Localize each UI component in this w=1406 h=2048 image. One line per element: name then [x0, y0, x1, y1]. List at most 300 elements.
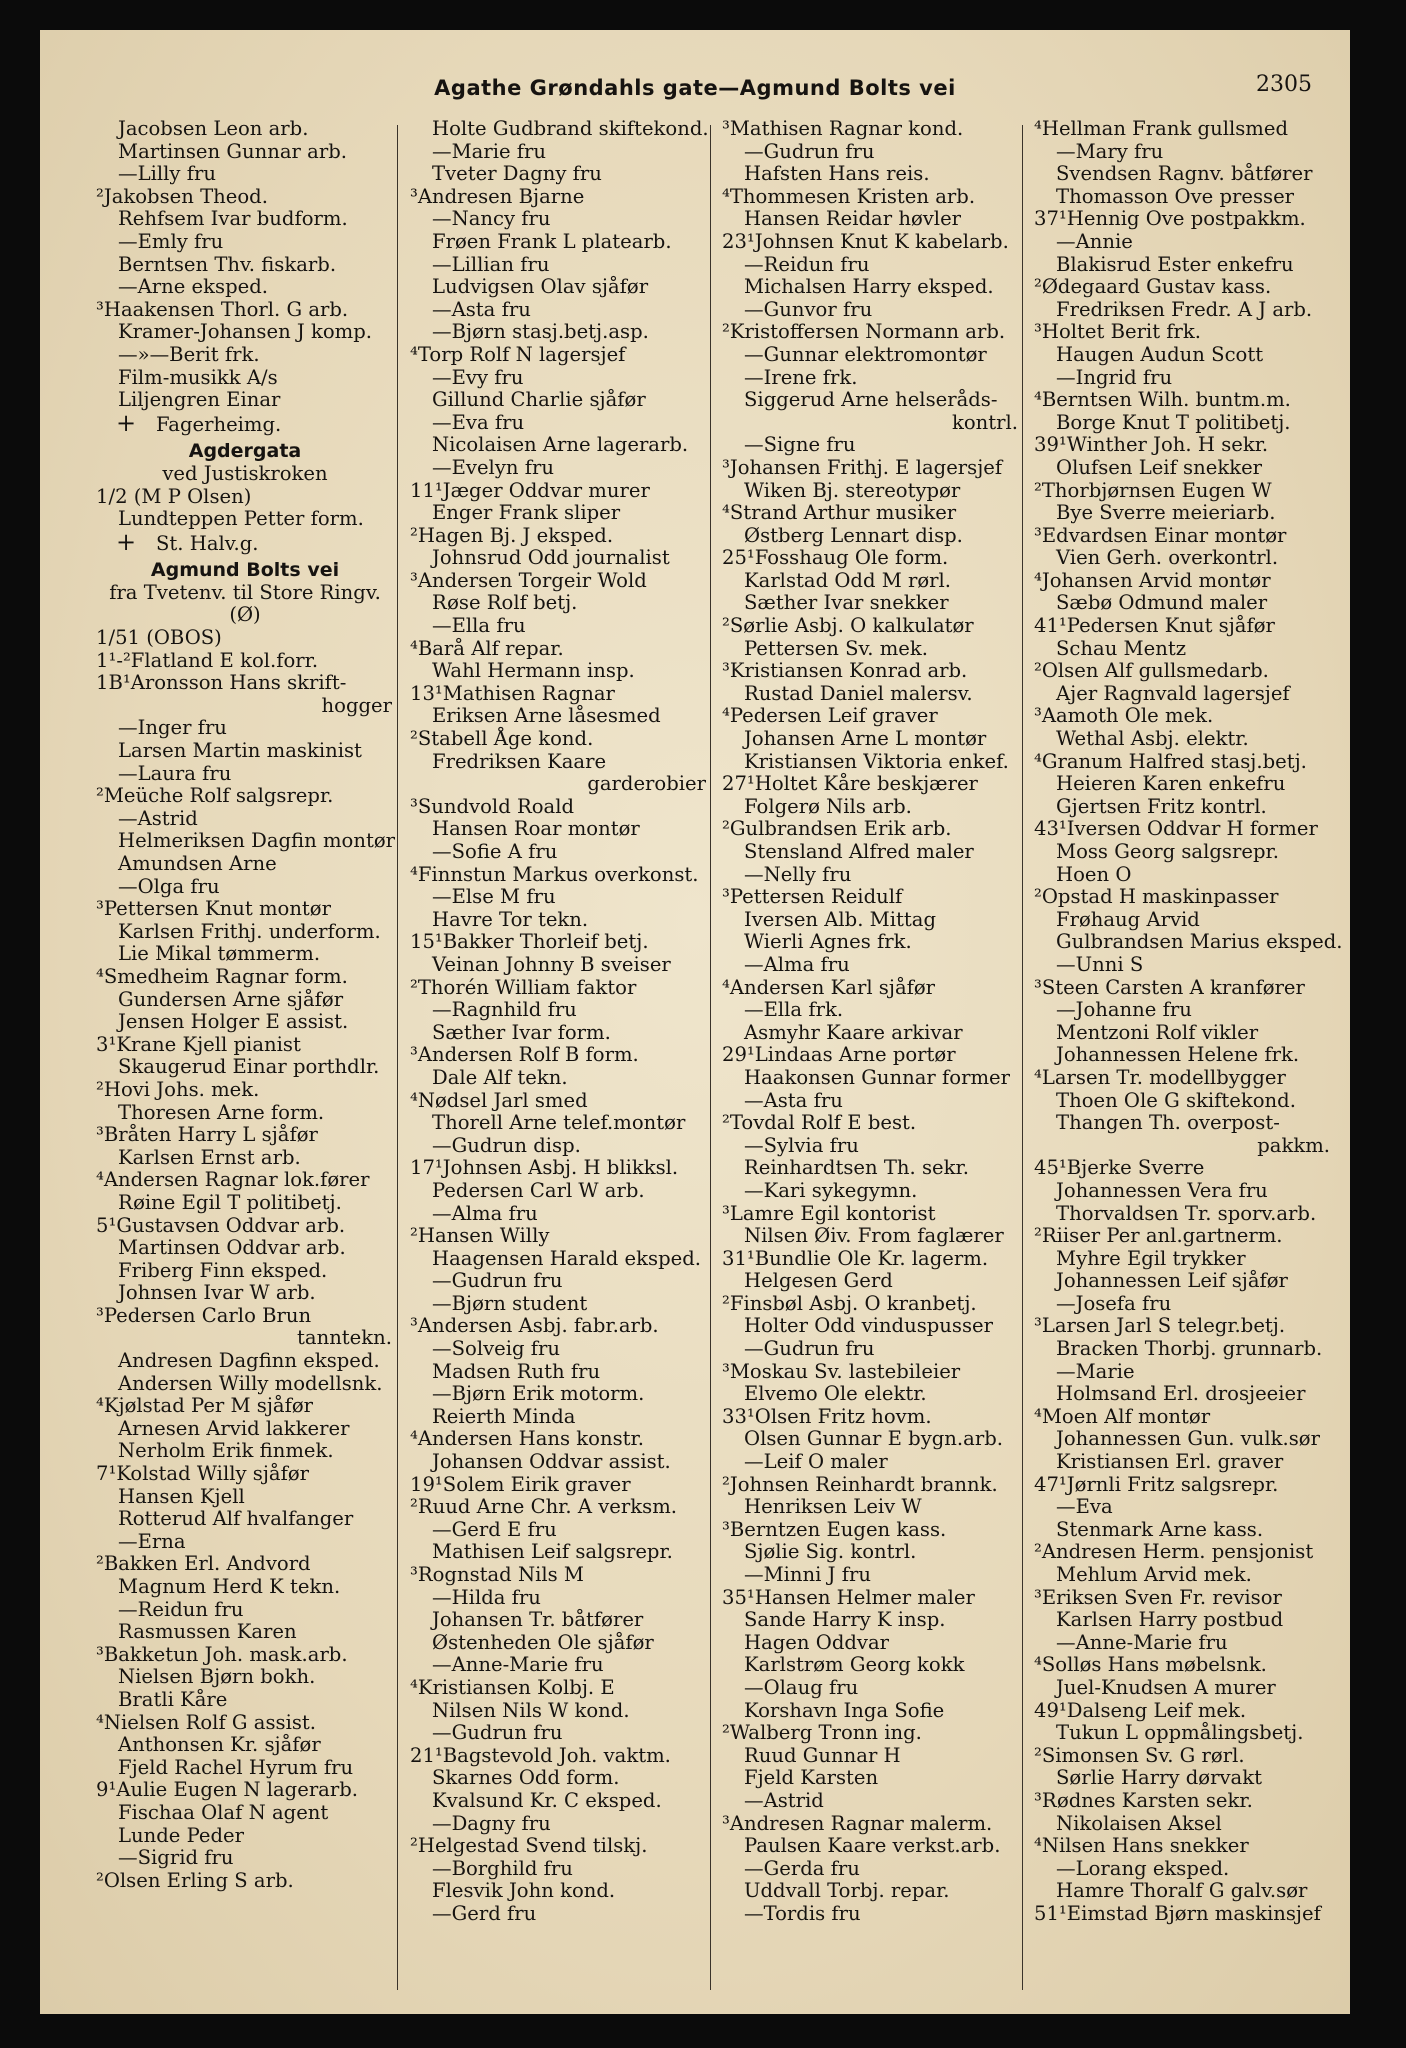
- entry-text: ⁴Barå Alf repar.: [410, 636, 564, 660]
- resident-entry: [410, 208, 708, 231]
- resident-entry: [1034, 457, 1332, 480]
- entry-text: Skaugerud Einar porthdlr.: [118, 1055, 380, 1079]
- entry-text: ²Gulbrandsen Erik arb.: [722, 817, 952, 841]
- house-entry: [96, 1395, 394, 1418]
- entry-text: fra Tvetenv. til Store Ringv.: [109, 580, 381, 604]
- resident-entry: [722, 592, 1020, 615]
- house-entry: [722, 1406, 1020, 1429]
- entry-text: Lunde Peder: [118, 1823, 245, 1847]
- house-entry: [96, 1779, 394, 1802]
- cross-street-marker: +: [115, 408, 137, 437]
- resident-entry: [96, 740, 394, 763]
- entry-text: Pedersen Carl W arb.: [432, 1178, 645, 1202]
- street-note: [96, 604, 394, 627]
- entry-text: —Gudrun fru: [432, 1269, 563, 1293]
- cross-street: [96, 408, 394, 437]
- resident-entry: [96, 1282, 394, 1305]
- entry-text: —Gunnar elektromontør: [744, 342, 987, 366]
- resident-entry: [1034, 954, 1332, 977]
- entry-text: garderobier: [587, 772, 706, 796]
- resident-entry: [96, 1373, 394, 1396]
- house-entry: [96, 627, 394, 650]
- resident-entry: [96, 1011, 394, 1034]
- entry-text: —Bjørn stasj.betj.asp.: [432, 320, 649, 344]
- entry-text: ²Sørlie Asbj. O kalkulatør: [722, 614, 974, 638]
- entry-text: Thoresen Arne form.: [118, 1100, 325, 1124]
- entry-text: Havre Tor tekn.: [432, 907, 589, 931]
- entry-continuation: [410, 773, 708, 796]
- house-entry: [722, 660, 1020, 683]
- entry-text: hogger: [321, 693, 392, 717]
- resident-entry: [722, 299, 1020, 322]
- resident-entry: [410, 389, 708, 412]
- resident-entry: [96, 808, 394, 831]
- resident-entry: [410, 412, 708, 435]
- resident-entry: [722, 1315, 1020, 1338]
- entry-text: 5¹Gustavsen Oddvar arb.: [96, 1213, 346, 1237]
- resident-entry: [1034, 1428, 1332, 1451]
- entry-text: Hansen Roar montør: [432, 817, 640, 841]
- house-entry: [722, 231, 1020, 254]
- resident-entry: [722, 141, 1020, 164]
- house-entry: [410, 728, 708, 751]
- resident-entry: [722, 638, 1020, 661]
- entry-text: —Ella fru: [432, 614, 526, 638]
- entry-text: ²Olsen Erling S arb.: [96, 1868, 294, 1892]
- resident-entry: [1034, 728, 1332, 751]
- resident-entry: [722, 1270, 1020, 1293]
- entry-text: Ajer Ragnvald lagersjef: [1056, 681, 1290, 705]
- house-entry: [1034, 389, 1332, 412]
- resident-entry: [1034, 1858, 1332, 1881]
- entry-text: Mentzoni Rolf vikler: [1056, 1020, 1259, 1044]
- resident-entry: [1034, 1609, 1332, 1632]
- entry-text: ⁴Kjølstad Per M sjåfør: [96, 1394, 314, 1418]
- resident-entry: [722, 1767, 1020, 1790]
- entry-text: 19¹Solem Eirik graver: [410, 1472, 631, 1496]
- entry-text: ³Andresen Bjarne: [410, 184, 585, 208]
- entry-text: —Solveig fru: [432, 1337, 561, 1361]
- entry-text: —Olga fru: [118, 874, 220, 898]
- resident-entry: [1034, 547, 1332, 570]
- entry-text: ³Edvardsen Einar montør: [1034, 523, 1287, 547]
- entry-text: Larsen Martin maskinist: [118, 739, 362, 763]
- house-entry: [722, 818, 1020, 841]
- entry-text: ²Thorbjørnsen Eugen W: [1034, 478, 1272, 502]
- entry-text: Nilsen Nils W kond.: [432, 1698, 630, 1722]
- house-entry: [410, 864, 708, 887]
- entry-text: —Minni J fru: [744, 1563, 871, 1586]
- house-entry: [410, 1157, 708, 1180]
- entry-text: 39¹Winther Joh. H sekr.: [1034, 433, 1269, 457]
- house-entry: [722, 886, 1020, 909]
- resident-entry: [722, 1157, 1020, 1180]
- entry-text: 35¹Hansen Helmer maler: [722, 1585, 975, 1609]
- entry-text: ³Bråten Harry L sjåfør: [96, 1123, 318, 1147]
- entry-text: —Gudrun fru: [744, 139, 875, 163]
- entry-text: tanntekn.: [297, 1326, 392, 1350]
- resident-entry: [722, 276, 1020, 299]
- resident-entry: [410, 1767, 708, 1790]
- entry-text: Wierli Agnes frk.: [744, 930, 912, 954]
- entry-text: —Gunvor fru: [744, 297, 873, 321]
- entry-text: ³Pettersen Knut montør: [96, 897, 331, 921]
- resident-entry: [410, 434, 708, 457]
- entry-text: Kvalsund Kr. C eksped.: [432, 1788, 662, 1812]
- entry-text: Tveter Dagny fru: [432, 162, 602, 186]
- entry-text: —Gudrun fru: [432, 1721, 563, 1745]
- entry-text: —Astrid: [744, 1788, 824, 1812]
- entry-text: Thorvaldsen Tr. sporv.arb.: [1056, 1201, 1317, 1225]
- resident-entry: [96, 1825, 394, 1848]
- entry-text: Veinan Johnny B sveiser: [432, 952, 671, 976]
- house-entry: [722, 457, 1020, 480]
- resident-entry: [410, 818, 708, 841]
- resident-entry: [1034, 1180, 1332, 1203]
- resident-entry: [1034, 796, 1332, 819]
- house-entry: [410, 1564, 708, 1587]
- entry-text: ⁴Kristiansen Kolbj. E: [410, 1675, 615, 1699]
- entry-text: —Evelyn fru: [432, 455, 554, 479]
- entry-text: ²Hovi Johs. mek.: [96, 1077, 260, 1101]
- entry-text: ²Ødegaard Gustav kass.: [1034, 275, 1272, 299]
- entry-text: Uddvall Torbj. repar.: [744, 1879, 950, 1903]
- entry-continuation: [96, 695, 394, 718]
- resident-entry: [1034, 841, 1332, 864]
- entry-text: ²Tovdal Rolf E best.: [722, 1111, 917, 1135]
- resident-entry: [722, 751, 1020, 774]
- resident-entry: [410, 1112, 708, 1135]
- resident-entry: [722, 1383, 1020, 1406]
- entry-text: Film-musikk A/s: [118, 365, 278, 389]
- column-divider: [710, 125, 711, 1990]
- house-entry: [410, 570, 708, 593]
- resident-entry: [722, 931, 1020, 954]
- house-entry: [722, 1248, 1020, 1271]
- resident-entry: [1034, 638, 1332, 661]
- entry-text: pakkm.: [1257, 1133, 1330, 1157]
- entry-text: ³Andersen Asbj. fabr.arb.: [410, 1314, 659, 1338]
- resident-entry: [410, 231, 708, 254]
- resident-entry: [96, 1418, 394, 1441]
- entry-text: —Kari sykegymn.: [744, 1178, 918, 1202]
- entry-text: Karlstad Odd M rørl.: [744, 568, 952, 592]
- entry-text: Mathisen Leif salgsrepr.: [432, 1540, 673, 1564]
- entry-text: ²Kristoffersen Normann arb.: [722, 320, 1006, 344]
- resident-entry: [410, 1135, 708, 1158]
- house-entry: [96, 1169, 394, 1192]
- entry-text: Fischaa Olaf N agent: [118, 1800, 329, 1824]
- entry-text: Ruud Gunnar H: [744, 1743, 901, 1767]
- resident-entry: [722, 1496, 1020, 1519]
- entry-text: Elvemo Ole elektr.: [744, 1382, 927, 1406]
- resident-entry: [722, 367, 1020, 390]
- resident-entry: [96, 508, 394, 531]
- entry-text: —Inger fru: [118, 716, 227, 740]
- resident-entry: [410, 299, 708, 322]
- entry-text: ³Rognstad Nils M: [410, 1563, 584, 1586]
- entry-text: ³Moskau Sv. lastebileier: [722, 1359, 961, 1383]
- resident-entry: [96, 141, 394, 164]
- resident-entry: [410, 141, 708, 164]
- resident-entry: [410, 1361, 708, 1384]
- entry-text: Haugen Audun Scott: [1056, 342, 1264, 366]
- entry-text: —Leif O maler: [744, 1450, 888, 1474]
- house-entry: [1034, 1654, 1332, 1677]
- entry-text: —Bjørn student: [432, 1291, 588, 1315]
- entry-text: Olufsen Leif snekker: [1056, 455, 1263, 479]
- resident-entry: [410, 1858, 708, 1881]
- house-entry: [1034, 818, 1332, 841]
- resident-entry: [722, 728, 1020, 751]
- resident-entry: [410, 886, 708, 909]
- house-entry: [1034, 660, 1332, 683]
- entry-text: ⁴Hellman Frank gullsmed: [1034, 117, 1289, 140]
- entry-text: Karlsen Frithj. underform.: [118, 919, 381, 943]
- resident-entry: [1034, 1632, 1332, 1655]
- entry-text: —Gerd fru: [432, 1901, 537, 1925]
- entry-text: Fredriksen Kaare: [432, 749, 607, 773]
- resident-entry: [722, 1451, 1020, 1474]
- entry-text: ²Andresen Herm. pensjonist: [1034, 1540, 1314, 1564]
- entry-text: Magnum Herd K tekn.: [118, 1575, 341, 1598]
- entry-text: Thomasson Ove presser: [1056, 184, 1295, 208]
- resident-entry: [410, 1609, 708, 1632]
- house-entry: [96, 1870, 394, 1893]
- resident-entry: [722, 1903, 1020, 1926]
- resident-entry: [410, 547, 708, 570]
- entry-text: Johannessen Vera fru: [1056, 1178, 1268, 1202]
- resident-entry: [96, 1847, 394, 1870]
- entry-text: Fjeld Rachel Hyrum fru: [118, 1755, 354, 1779]
- resident-entry: [722, 1677, 1020, 1700]
- entry-text: Frøen Frank L platearb.: [432, 229, 672, 253]
- resident-entry: [722, 1022, 1020, 1045]
- resident-entry: [722, 841, 1020, 864]
- entry-text: Wiken Bj. stereotypør: [744, 478, 961, 502]
- resident-entry: [410, 1587, 708, 1610]
- entry-text: 1/2 (M P Olsen): [96, 484, 252, 508]
- resident-entry: [96, 276, 394, 299]
- resident-entry: [1034, 592, 1332, 615]
- house-entry: [96, 785, 394, 808]
- entry-text: Rasmussen Karen: [118, 1620, 297, 1644]
- entry-text: 27¹Holtet Kåre beskjærer: [722, 772, 978, 796]
- resident-entry: [410, 1338, 708, 1361]
- resident-entry: [722, 1090, 1020, 1113]
- entry-text: 45¹Bjerke Sverre: [1034, 1156, 1205, 1180]
- resident-entry: [410, 1632, 708, 1655]
- house-entry: [1034, 321, 1332, 344]
- house-entry: [410, 638, 708, 661]
- entry-text: —Gudrun fru: [744, 1337, 875, 1361]
- entry-text: —Gerda fru: [744, 1856, 860, 1880]
- entry-text: Lundteppen Petter form.: [118, 507, 364, 531]
- entry-text: —Anne-Marie fru: [432, 1653, 604, 1677]
- resident-entry: [1034, 1677, 1332, 1700]
- entry-text: ⁴Andersen Ragnar lok.fører: [96, 1168, 370, 1192]
- resident-entry: [1034, 344, 1332, 367]
- resident-entry: [722, 1880, 1020, 1903]
- street-note: [96, 582, 394, 605]
- entry-text: Sørlie Harry dørvakt: [1056, 1766, 1262, 1790]
- entry-text: Hansen Reidar høvler: [744, 207, 962, 231]
- house-entry: [96, 1712, 394, 1735]
- house-entry: [1034, 1903, 1332, 1926]
- resident-entry: [410, 1451, 708, 1474]
- house-entry: [410, 186, 708, 209]
- resident-entry: [722, 1745, 1020, 1768]
- resident-entry: [722, 1700, 1020, 1723]
- house-entry: [96, 650, 394, 673]
- resident-entry: [410, 1203, 708, 1226]
- entry-text: ³Mathisen Ragnar kond.: [722, 117, 964, 140]
- entry-text: Flesvik John kond.: [432, 1879, 616, 1903]
- entry-text: ⁴Torp Rolf N lagersjef: [410, 342, 626, 366]
- resident-entry: [410, 999, 708, 1022]
- entry-text: —Else M fru: [432, 885, 556, 909]
- resident-entry: [96, 254, 394, 277]
- resident-entry: [96, 1486, 394, 1509]
- resident-entry: [410, 1700, 708, 1723]
- house-entry: [1034, 1157, 1332, 1180]
- entry-text: Holter Odd vinduspusser: [744, 1314, 993, 1338]
- entry-text: ³Larsen Jarl S telegr.betj.: [1034, 1314, 1286, 1338]
- house-entry: [722, 1813, 1020, 1836]
- resident-entry: [1034, 299, 1332, 322]
- resident-entry: [722, 525, 1020, 548]
- page-title: Agathe Grøndahls gate—Agmund Bolts vei: [434, 76, 956, 100]
- cross-street: [96, 527, 394, 556]
- entry-text: Reierth Minda: [432, 1404, 576, 1428]
- entry-text: 51¹Eimstad Bjørn maskinsjef: [1034, 1901, 1321, 1925]
- resident-entry: [410, 1541, 708, 1564]
- resident-entry: [722, 570, 1020, 593]
- resident-entry: [96, 231, 394, 254]
- entry-text: Kristiansen Viktoria enkef.: [744, 749, 1009, 773]
- entry-text: Johannessen Leif sjåfør: [1056, 1269, 1288, 1293]
- entry-text: Siggerud Arne helseråds-: [744, 388, 998, 412]
- entry-text: ³Andersen Rolf B form.: [410, 1043, 639, 1067]
- resident-entry: [410, 1790, 708, 1813]
- entry-text: ⁴Johansen Arvid montør: [1034, 568, 1271, 592]
- entry-text: Holmsand Erl. drosjeeier: [1056, 1382, 1306, 1406]
- entry-text: ²Hagen Bj. J eksped.: [410, 523, 614, 547]
- resident-entry: [410, 118, 708, 141]
- resident-entry: [1034, 1451, 1332, 1474]
- directory-page: [40, 30, 1350, 2014]
- entry-text: Juel-Knudsen A murer: [1056, 1675, 1276, 1699]
- entry-text: Hansen Kjell: [118, 1484, 245, 1508]
- entry-text: Hafsten Hans reis.: [744, 162, 930, 186]
- entry-text: Thangen Th. overpost-: [1056, 1111, 1280, 1135]
- entry-text: Bratli Kåre: [118, 1687, 228, 1711]
- resident-entry: [1034, 1090, 1332, 1113]
- entry-text: —Annie: [1056, 229, 1133, 253]
- house-entry: [1034, 1790, 1332, 1813]
- entry-text: ³Pedersen Carlo Brun: [96, 1303, 312, 1327]
- resident-entry: [410, 1248, 708, 1271]
- entry-text: Johannessen Helene frk.: [1056, 1043, 1300, 1067]
- house-entry: [96, 1079, 394, 1102]
- entry-text: —Marie: [1056, 1359, 1135, 1383]
- entry-text: ²Johnsen Reinhardt brannk.: [722, 1472, 998, 1496]
- entry-text: —Sylvia fru: [744, 1133, 859, 1157]
- entry-text: ²Hansen Willy: [410, 1224, 550, 1248]
- entry-text: —Ragnhild fru: [432, 998, 577, 1022]
- entry-text: Haakonsen Gunnar former: [744, 1065, 1010, 1089]
- entry-text: Henriksen Leiv W: [744, 1495, 922, 1519]
- resident-entry: [96, 1599, 394, 1622]
- resident-entry: [722, 1225, 1020, 1248]
- house-entry: [722, 321, 1020, 344]
- resident-entry: [410, 751, 708, 774]
- house-entry: [1034, 751, 1332, 774]
- resident-entry: [722, 909, 1020, 932]
- house-entry: [722, 615, 1020, 638]
- resident-entry: [96, 118, 394, 141]
- entry-text: Rehfsem Ivar budform.: [118, 207, 348, 231]
- resident-entry: [722, 1654, 1020, 1677]
- resident-entry: [1034, 141, 1332, 164]
- entry-text: ³Lamre Egil kontorist: [722, 1201, 936, 1225]
- entry-text: Nikolaisen Aksel: [1056, 1811, 1222, 1835]
- entry-text: Eriksen Arne låsesmed: [432, 704, 661, 728]
- entry-text: Myhre Egil trykker: [1056, 1246, 1246, 1270]
- resident-entry: [96, 1757, 394, 1780]
- house-entry: [722, 118, 1020, 141]
- entry-text: Iversen Alb. Mittag: [744, 907, 936, 931]
- entry-continuation: [722, 412, 1020, 435]
- entry-text: Arnesen Arvid lakkerer: [118, 1416, 350, 1440]
- resident-entry: [722, 1428, 1020, 1451]
- house-entry: [410, 1315, 708, 1338]
- entry-text: ⁴Finnstun Markus overkonst.: [410, 862, 699, 886]
- house-entry: [1034, 1315, 1332, 1338]
- house-entry: [1034, 208, 1332, 231]
- resident-entry: [1034, 683, 1332, 706]
- entry-text: Johansen Tr. båtfører: [432, 1608, 644, 1632]
- house-entry: [722, 186, 1020, 209]
- house-entry: [1034, 480, 1332, 503]
- entry-text: 17¹Johnsen Asbj. H blikksl.: [410, 1156, 679, 1180]
- resident-entry: [1034, 502, 1332, 525]
- resident-entry: [1034, 1722, 1332, 1745]
- entry-text: ³Bakketun Joh. mask.arb.: [96, 1642, 348, 1666]
- entry-text: Thoen Ole G skiftekond.: [1056, 1088, 1296, 1112]
- entry-text: ²Finsbøl Asbj. O kranbetj.: [722, 1291, 977, 1315]
- house-entry: [722, 1293, 1020, 1316]
- house-entry: [1034, 1587, 1332, 1610]
- resident-entry: [1034, 1270, 1332, 1293]
- resident-entry: [410, 615, 708, 638]
- entry-text: Berntsen Thv. fiskarb.: [118, 252, 337, 276]
- entry-text: Jacobsen Leon arb.: [118, 117, 309, 140]
- resident-entry: [410, 276, 708, 299]
- entry-text: ⁴Andersen Hans konstr.: [410, 1427, 644, 1451]
- house-entry: [96, 1463, 394, 1486]
- entry-text: Johnsen Ivar W arb.: [118, 1281, 316, 1305]
- entry-text: ⁴Nielsen Rolf G assist.: [96, 1710, 317, 1734]
- entry-text: Mehlum Arvid mek.: [1056, 1563, 1252, 1586]
- house-entry: [410, 1090, 708, 1113]
- resident-entry: [96, 1508, 394, 1531]
- resident-entry: [410, 1383, 708, 1406]
- entry-text: Blakisrud Ester enkefru: [1056, 252, 1294, 276]
- house-entry: [96, 672, 394, 695]
- entry-text: ³Steen Carsten A kranfører: [1034, 975, 1305, 999]
- resident-entry: [96, 1237, 394, 1260]
